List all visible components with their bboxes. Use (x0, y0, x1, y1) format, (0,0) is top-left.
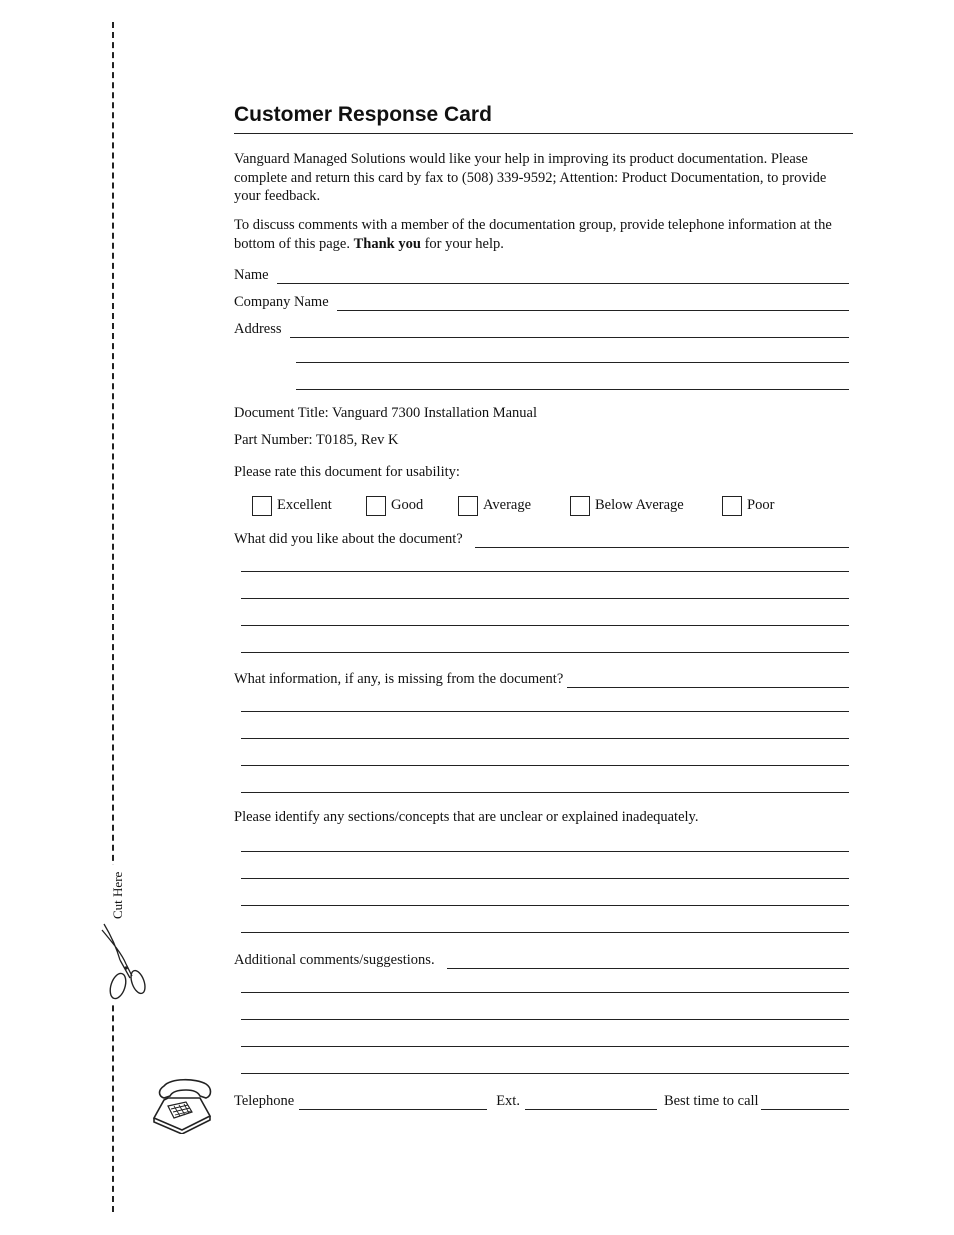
part-number: Part Number: T0185, Rev K (234, 432, 399, 448)
address-line-3[interactable] (296, 389, 849, 390)
document-title: Document Title: Vanguard 7300 Installation Manual (234, 405, 537, 421)
best-time-line[interactable] (761, 1095, 849, 1110)
checkbox[interactable] (252, 496, 272, 516)
best-time-label: Best time to call (663, 1093, 759, 1109)
name-line[interactable] (277, 269, 849, 284)
answer-line[interactable] (241, 652, 849, 653)
address-line[interactable] (290, 323, 849, 338)
answer-line[interactable] (241, 1073, 849, 1074)
answer-line[interactable] (567, 673, 849, 688)
thank-you-text: Thank you (353, 235, 421, 252)
answer-line[interactable] (241, 625, 849, 626)
answer-line[interactable] (447, 954, 849, 969)
answer-line[interactable] (241, 851, 849, 852)
rating-average[interactable]: Average (458, 494, 531, 516)
answer-line[interactable] (241, 792, 849, 793)
ext-label: Ext. (496, 1093, 520, 1109)
answer-line[interactable] (241, 765, 849, 766)
answer-line[interactable] (475, 533, 849, 548)
missing-question[interactable] (234, 668, 849, 688)
answer-line[interactable] (241, 905, 849, 906)
company-label: Company Name (234, 294, 329, 310)
liked-label: What did you like about the document? (234, 531, 463, 547)
address-line-2[interactable] (296, 362, 849, 363)
checkbox[interactable] (458, 496, 478, 516)
answer-line[interactable] (241, 878, 849, 879)
telephone-icon (150, 1076, 216, 1134)
telephone-line[interactable] (299, 1095, 487, 1110)
rating-prompt: Please rate this document for usability: (234, 464, 460, 480)
checkbox[interactable] (366, 496, 386, 516)
rating-below-average[interactable]: Below Average (570, 494, 684, 516)
checkbox[interactable] (570, 496, 590, 516)
unclear-question: Please identify any sections/concepts that are unclear or explained inadequately. (234, 809, 699, 825)
comments-question[interactable] (234, 949, 849, 969)
comments-label: Additional comments/suggestions. (234, 952, 435, 968)
checkbox[interactable] (722, 496, 742, 516)
answer-line[interactable] (241, 932, 849, 933)
cut-line (112, 22, 114, 1212)
answer-line[interactable] (241, 1046, 849, 1047)
answer-line[interactable] (241, 738, 849, 739)
answer-line[interactable] (241, 598, 849, 599)
address-field[interactable] (234, 318, 849, 338)
ext-line[interactable] (525, 1095, 657, 1110)
telephone-row (234, 1090, 849, 1110)
missing-label: What information, if any, is missing from the document? (234, 671, 564, 687)
answer-line[interactable] (241, 711, 849, 712)
answer-line[interactable] (241, 1019, 849, 1020)
rating-excellent[interactable]: Excellent (252, 494, 332, 516)
rating-poor[interactable]: Poor (722, 494, 774, 516)
liked-question[interactable] (234, 528, 849, 548)
answer-line[interactable] (241, 571, 849, 572)
scissors-icon (96, 920, 152, 1002)
name-label: Name (234, 267, 269, 283)
page-title: Customer Response Card (234, 103, 853, 134)
contact-paragraph: To discuss comments with a member of the documentation group, provide telephone information at the bottom of this page. Thank you for your help. (234, 217, 832, 252)
cut-here-label: Cut Here (106, 865, 130, 925)
telephone-label: Telephone (234, 1093, 295, 1109)
answer-line[interactable] (241, 992, 849, 993)
intro-paragraph: Vanguard Managed Solutions would like your help in improving its product documentation. Please complete and return this card by fax to (508) 339-9592; Attention: Product Documentation, to provide your feedback. (234, 151, 827, 204)
address-label: Address (234, 321, 282, 337)
rating-good[interactable]: Good (366, 494, 423, 516)
company-line[interactable] (337, 296, 849, 311)
company-field[interactable] (234, 291, 849, 311)
name-field[interactable] (234, 264, 849, 284)
